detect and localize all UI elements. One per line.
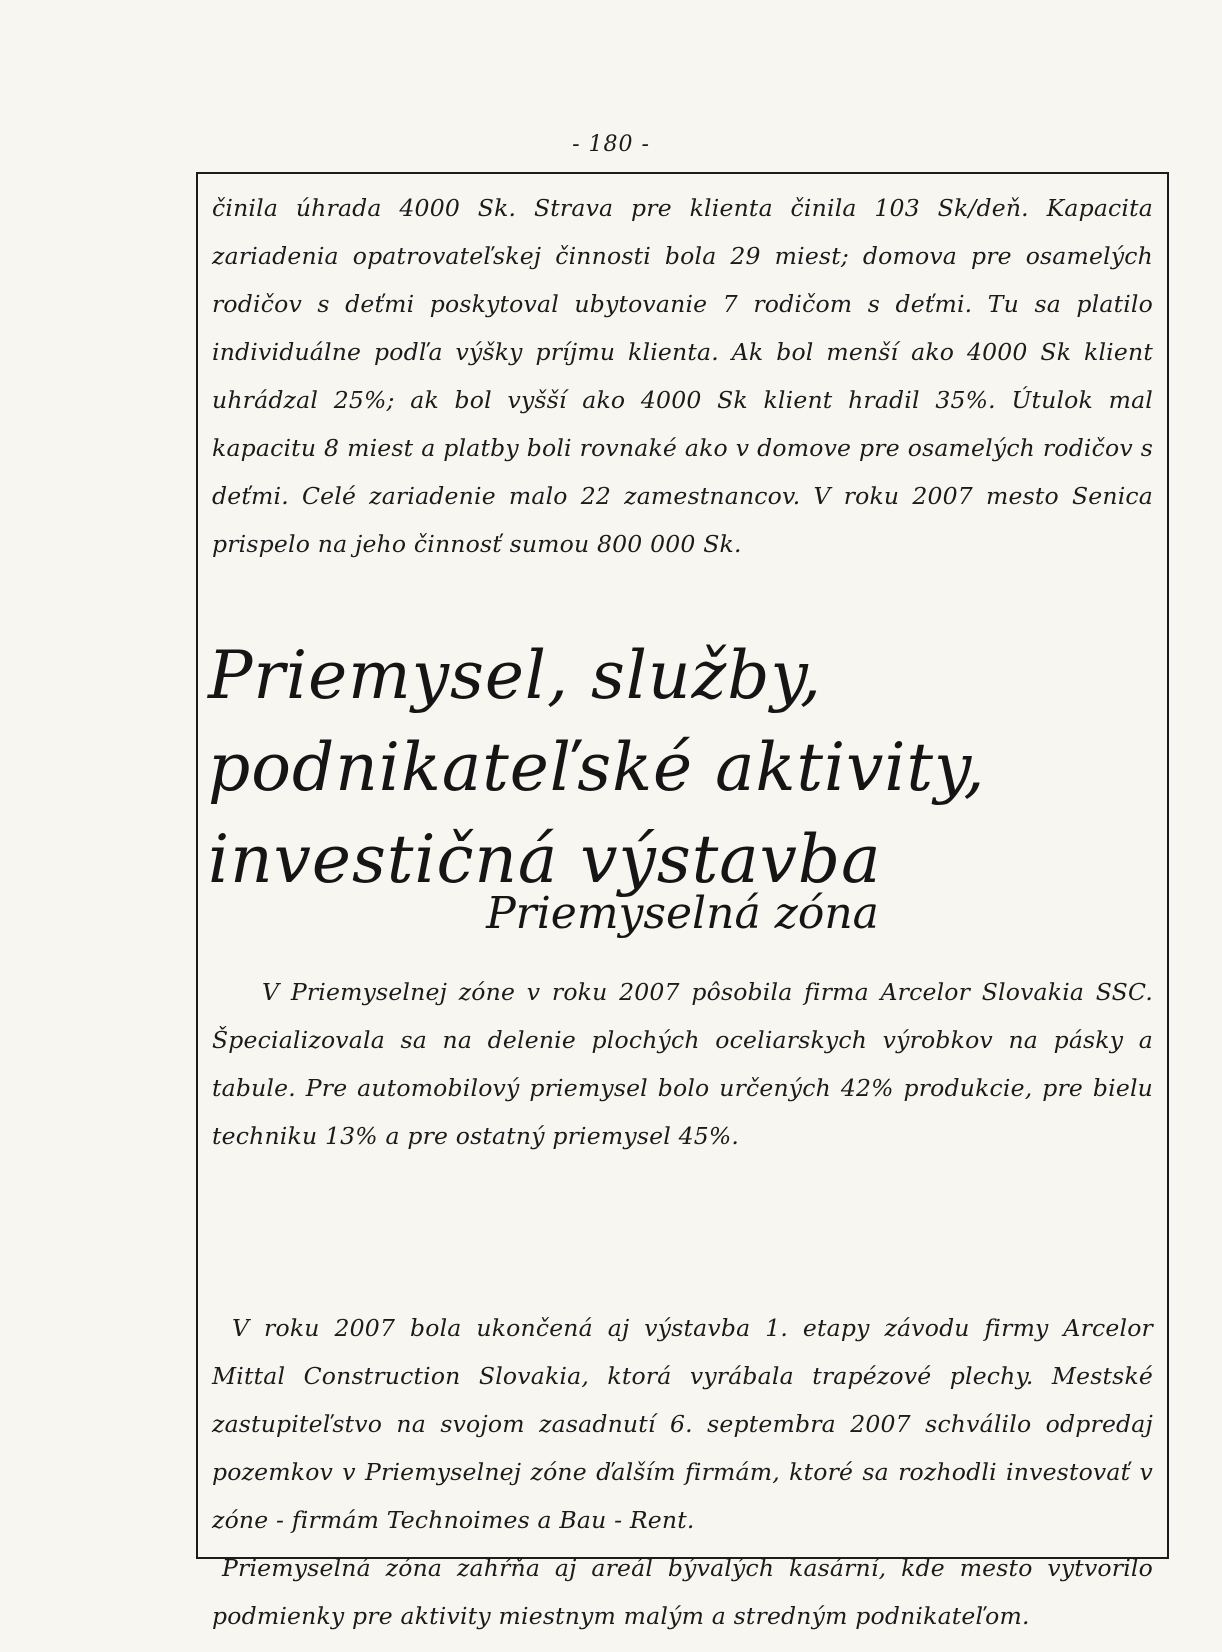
section-title: Priemysel, služby, podnikateľské aktivity, investičná výstavba	[208, 637, 986, 898]
zone-paragraph-3: Priemyselná zóna zahŕňa aj areál bývalých kasární, kde mesto vytvorilo podmienky pre aktivity miestnym malým a stredným podnikateľom.	[212, 1554, 1153, 1630]
zone-paragraph-1: V Priemyselnej zóne v roku 2007 pôsobila firma Arcelor Slovakia SSC. Špecializovala sa na delenie plochých oceliarskych výrobkov na pásky a tabule. Pre automobilový priemysel bolo určených 42% produkcie, pre bielu techniku 13% a pre ostatný priemysel 45%.	[212, 978, 1153, 1150]
subsection-title: Priemyselná zóna	[486, 888, 879, 939]
zone-paragraph-2: V roku 2007 bola ukončená aj výstavba 1. etapy závodu firmy Arcelor Mittal Construction Slovakia, ktorá vyrábala trapézové plechy. Mestské zastupiteľstvo na svojom zasadnutí 6. septembra 2007 schválilo odpredaj pozemkov v Priemyselnej zóne ďalším firmám, ktoré sa rozhodli investovať v zóne - firmám Technoimes a Bau - Rent.	[212, 1314, 1153, 1534]
page-number: - 180 -	[572, 132, 650, 157]
chronicle-page-frame	[196, 172, 1169, 1630]
intro-paragraph: činila úhrada 4000 Sk. Strava pre klienta činila 103 Sk/deň. Kapacita zariadenia opatrovateľskej činnosti bola 29 miest; domova pre osamelých rodičov s deťmi poskytoval ubytovanie 7 rodičom s deťmi. Tu sa platilo individuálne podľa výšky príjmu klienta. Ak bol menší ako 4000 Sk klient uhrádzal 25%; ak bol vyšší ako 4000 Sk klient hradil 35%. Útulok mal kapacitu 8 miest a platby boli rovnaké ako v domove pre osamelých rodičov s deťmi. Celé zariadenie malo 22 zamestnancov. V roku 2007 mesto Senica prispelo na jeho činnosť sumou 800 000 Sk.	[212, 194, 1153, 558]
